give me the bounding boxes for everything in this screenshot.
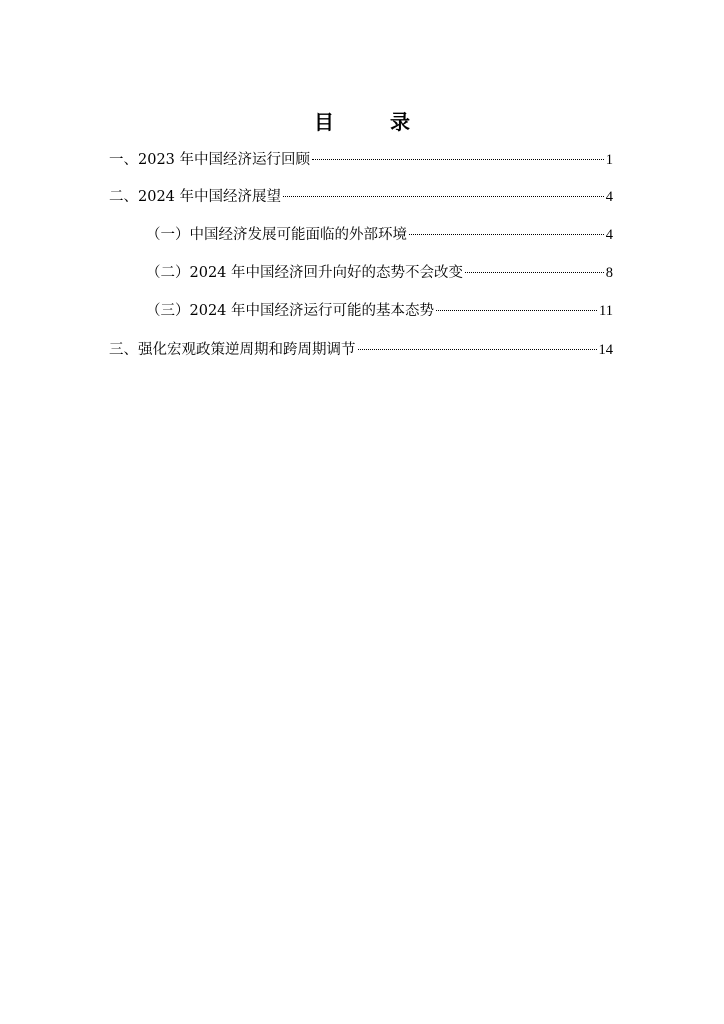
toc-page-number: 11: [599, 303, 613, 319]
toc-subentry[interactable]: [146, 225, 613, 245]
toc-heading: 目 录: [314, 110, 428, 134]
toc-entry-text: 二、2024 年中国经济展望: [109, 189, 282, 205]
toc-entry-text: 一、2023 年中国经济运行回顾: [109, 152, 311, 168]
toc-entry[interactable]: [109, 187, 613, 207]
toc-page-number: 1: [605, 152, 613, 168]
toc-page-number: 14: [598, 342, 613, 358]
toc-entry[interactable]: [109, 150, 613, 170]
toc-page-number: 8: [605, 265, 613, 281]
toc-leader-dots: [358, 349, 597, 350]
toc-leader-dots: [465, 272, 604, 273]
toc-entry-text: 三、强化宏观政策逆周期和跨周期调节: [109, 342, 356, 358]
toc-entry-text: （二）2024 年中国经济回升向好的态势不会改变: [146, 265, 464, 281]
toc-page-number: 4: [605, 227, 613, 243]
toc-subentry[interactable]: [146, 263, 613, 283]
toc-leader-dots: [436, 310, 597, 311]
toc-leader-dots: [409, 234, 604, 235]
toc-leader-dots: [312, 159, 604, 160]
toc-page-number: 4: [605, 189, 613, 205]
toc-entry-text: （三）2024 年中国经济运行可能的基本态势: [146, 303, 435, 319]
toc-subentry[interactable]: [146, 301, 613, 321]
toc-entry[interactable]: [109, 340, 613, 360]
toc-leader-dots: [283, 196, 604, 197]
toc-entry-text: （一）中国经济发展可能面临的外部环境: [146, 227, 407, 243]
